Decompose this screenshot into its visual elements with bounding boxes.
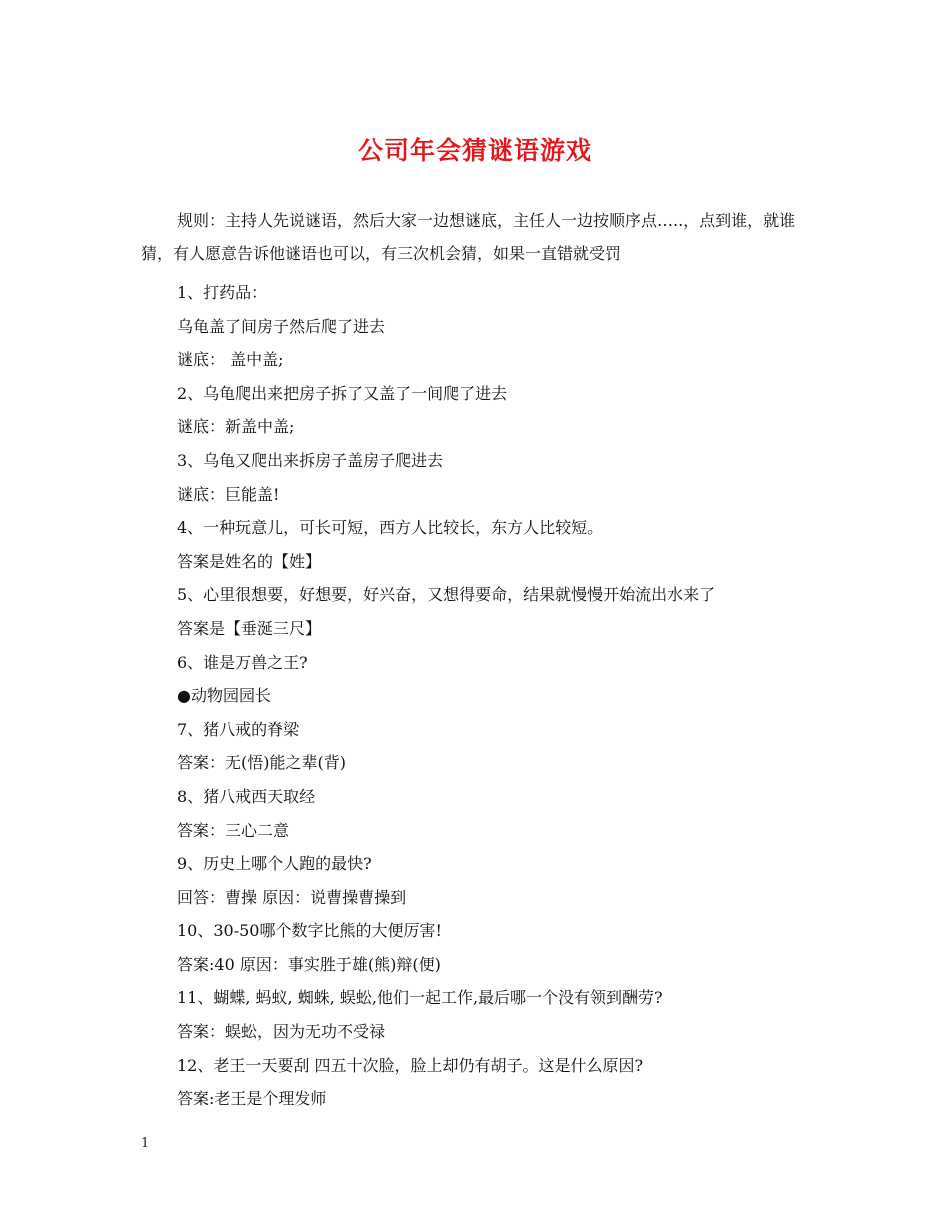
text-line: 9、历史上哪个人跑的最快? [177,854,372,874]
text-line: 8、猪八戒西天取经 [177,786,316,806]
text-line: 2、乌龟爬出来把房子拆了又盖了一间爬了进去 [177,383,508,403]
text-line: 7、猪八戒的脊梁 [177,719,300,739]
text-line: ●动物园园长 [177,686,271,706]
text-line: 谜底： 盖中盖; [177,350,284,370]
text-line: 谜底：巨能盖! [177,484,280,504]
text-line: 答案：三心二意 [177,820,290,840]
text-line: 6、谁是万兽之王? [177,652,308,672]
text-line: 答案：无(悟)能之辈(背) [177,753,346,773]
text-line: 1、打药品： [177,283,268,302]
text-line: 答案:40 原因：事实胜于雄(熊)辩(便) [177,954,441,974]
text-line: 答案：蜈蚣，因为无功不受禄 [177,1022,386,1042]
text-line: 4、一种玩意儿，可长可短，西方人比较长，东方人比较短。 [177,518,604,538]
page-number: 1 [141,1136,150,1151]
riddle-list [177,276,817,1116]
text-line: 12、老王一天要刮 四五十次脸，脸上却仍有胡子。这是什么原因? [177,1055,644,1075]
text-line: 5、心里很想要，好想要，好兴奋，又想得要命，结果就慢慢开始流出水来了 [177,585,716,605]
text-line: 答案是【垂涎三尺】 [177,618,322,638]
page-title: 公司年会猜谜语游戏 [357,136,592,165]
rules-paragraph: 规则：主持人先说谜语，然后大家一边想谜底，主任人一边按顺序点…..，点到谁，就谁猜，有人愿意告诉他谜语也可以，有三次机会猜，如果一直错就受罚 [141,211,796,263]
text-line: 谜底：新盖中盖; [177,417,295,437]
text-line: 答案:老王是个理发师 [177,1089,327,1109]
text-line: 11、蝴蝶, 蚂蚁, 蜘蛛, 蜈蚣,他们一起工作,最后哪一个没有领到酬劳? [177,988,663,1008]
text-line: 乌龟盖了间房子然后爬了进去 [177,316,386,336]
text-line: 回答：曹操 原因：说曹操曹操到 [177,887,407,907]
text-line: 答案是姓名的【姓】 [177,551,322,571]
text-line: 3、乌龟又爬出来拆房子盖房子爬进去 [177,450,444,470]
text-line: 10、30-50哪个数字比熊的大便厉害! [177,921,442,941]
